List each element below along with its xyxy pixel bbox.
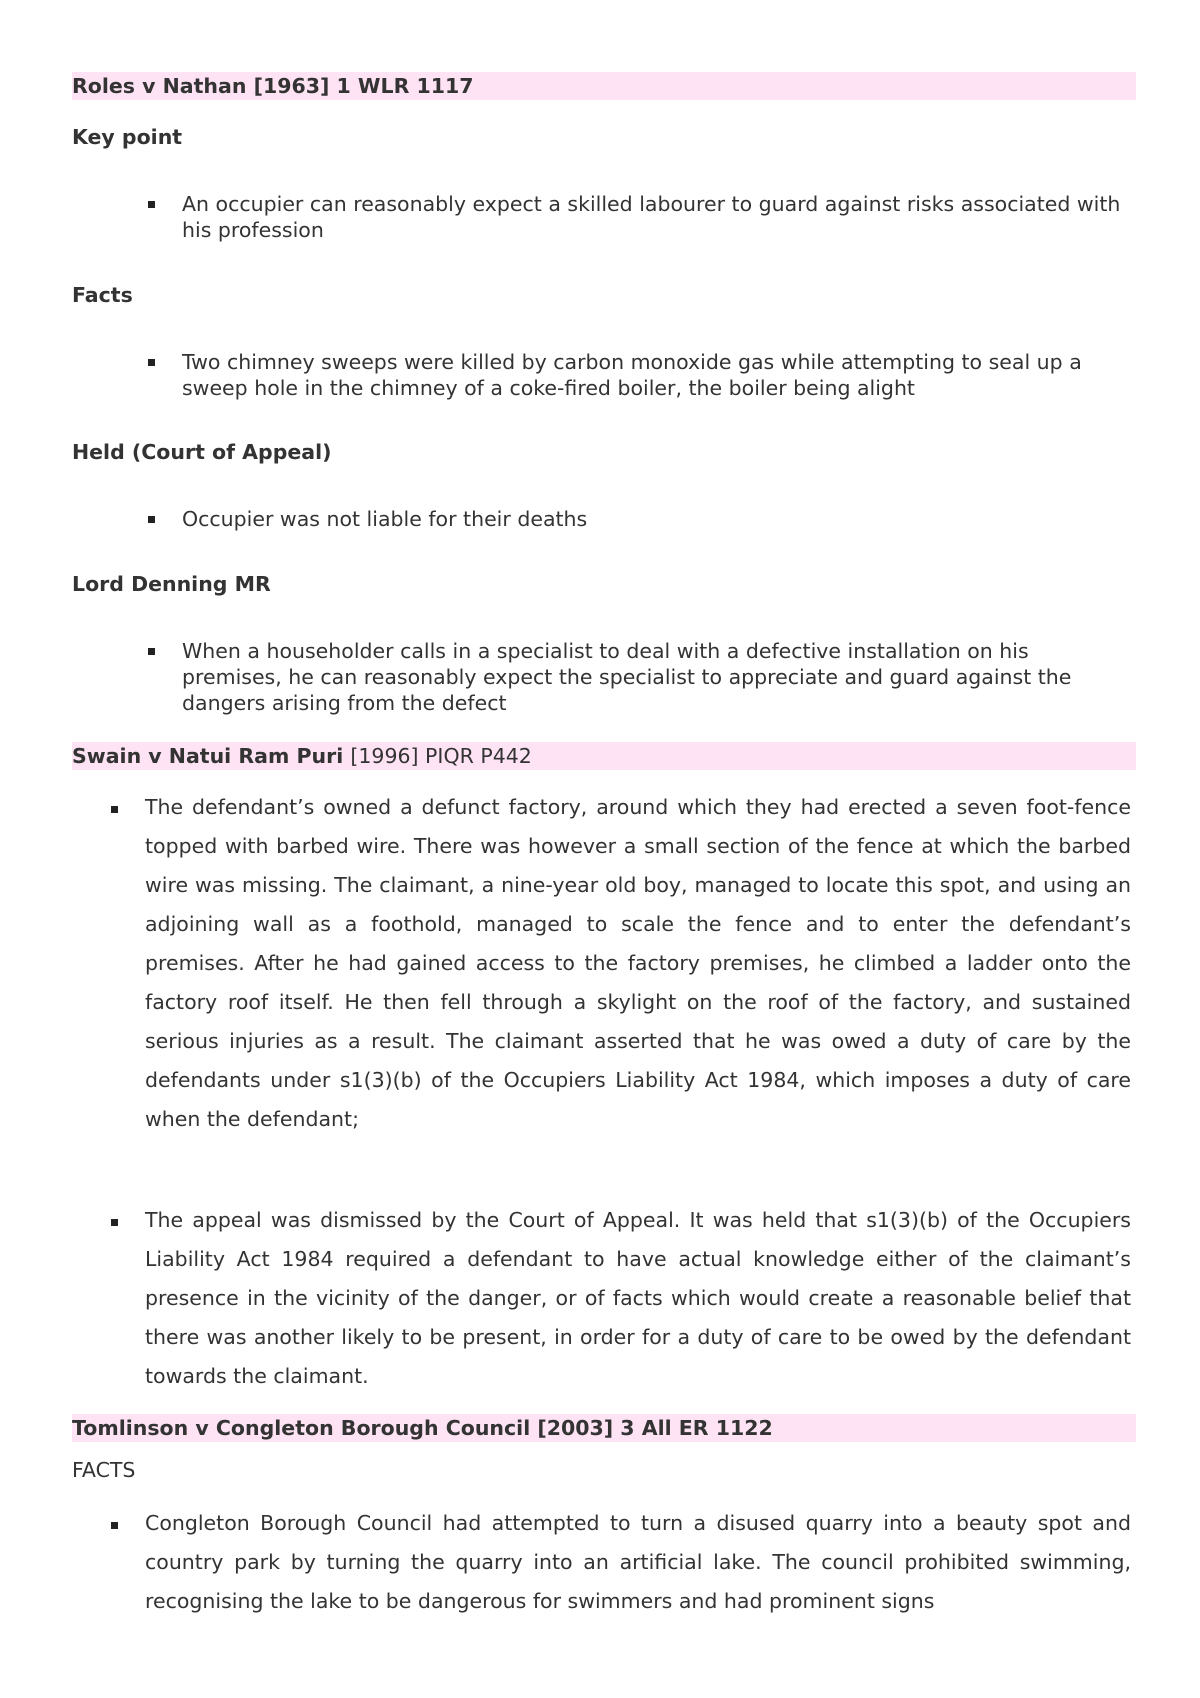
section-heading-facts: Facts (72, 283, 133, 307)
square-bullet-icon (111, 1522, 118, 1529)
bullet-text: Occupier was not liable for their deaths (182, 507, 588, 531)
section-heading-facts-caps: FACTS (72, 1458, 136, 1482)
bullet-paragraph: The appeal was dismissed by the Court of Appeal. It was held that s1(3)(b) of the Occupiers Liability Act 1984 required a defendant to have actual knowledge either of the claimant’s presence in the vicinity of the danger, or of facts which would create a reasonable belief that there was another likely to be present, in order for a duty of care to be owed by the defendant towards the claimant. (145, 1208, 1131, 1388)
square-bullet-icon (148, 516, 155, 523)
case-heading-swain-v-puri (72, 742, 1136, 770)
bullet-text: Two chimney sweeps were killed by carbon monoxide gas while attempting to seal up a sweep hole in the chimney of a coke-fired boiler, the boiler being alight (182, 350, 1082, 400)
case-name: Roles v Nathan [1963] 1 WLR 1117 (72, 74, 474, 98)
square-bullet-icon (111, 1219, 118, 1226)
case-name: Tomlinson v Congleton Borough Council [2003] 3 All ER 1122 (72, 1416, 773, 1440)
bullet-paragraph: The defendant’s owned a defunct factory, around which they had erected a seven foot-fence topped with barbed wire. There was however a small section of the fence at which the barbed wire was missing. The claimant, a nine-year old boy, managed to locate this spot, and using an adjoining wall as a foothold, managed to scale the fence and to enter the defendant’s premises. After he had gained access to the factory premises, he climbed a ladder onto the factory roof itself. He then fell through a skylight on the roof of the factory, and sustained serious injuries as a result. The claimant asserted that he was owed a duty of care by the defendants under s1(3)(b) of the Occupiers Liability Act 1984, which imposes a duty of care when the defendant; (145, 795, 1131, 1131)
case-citation: [1996] PIQR P442 (350, 744, 532, 768)
square-bullet-icon (111, 806, 118, 813)
bullet-text: An occupier can reasonably expect a skilled labourer to guard against risks associated with his profession (182, 192, 1121, 242)
bullet-text: When a householder calls in a specialist to deal with a defective installation on his premises, he can reasonably expect the specialist to appreciate and guard against the dangers arising from the defect (182, 639, 1072, 715)
case-heading-roles-v-nathan (72, 72, 1136, 100)
case-name: Swain v Natui Ram Puri (72, 744, 344, 768)
case-heading-tomlinson (72, 1414, 1136, 1442)
section-heading-key-point: Key point (72, 125, 183, 149)
section-heading-lord-denning: Lord Denning MR (72, 572, 271, 596)
square-bullet-icon (148, 201, 155, 208)
square-bullet-icon (148, 648, 155, 655)
square-bullet-icon (148, 359, 155, 366)
section-heading-held: Held (Court of Appeal) (72, 440, 332, 464)
bullet-paragraph: Congleton Borough Council had attempted to turn a disused quarry into a beauty spot and country park by turning the quarry into an artificial lake. The council prohibited swimming, recognising the lake to be dangerous for swimmers and had prominent signs (145, 1511, 1131, 1613)
